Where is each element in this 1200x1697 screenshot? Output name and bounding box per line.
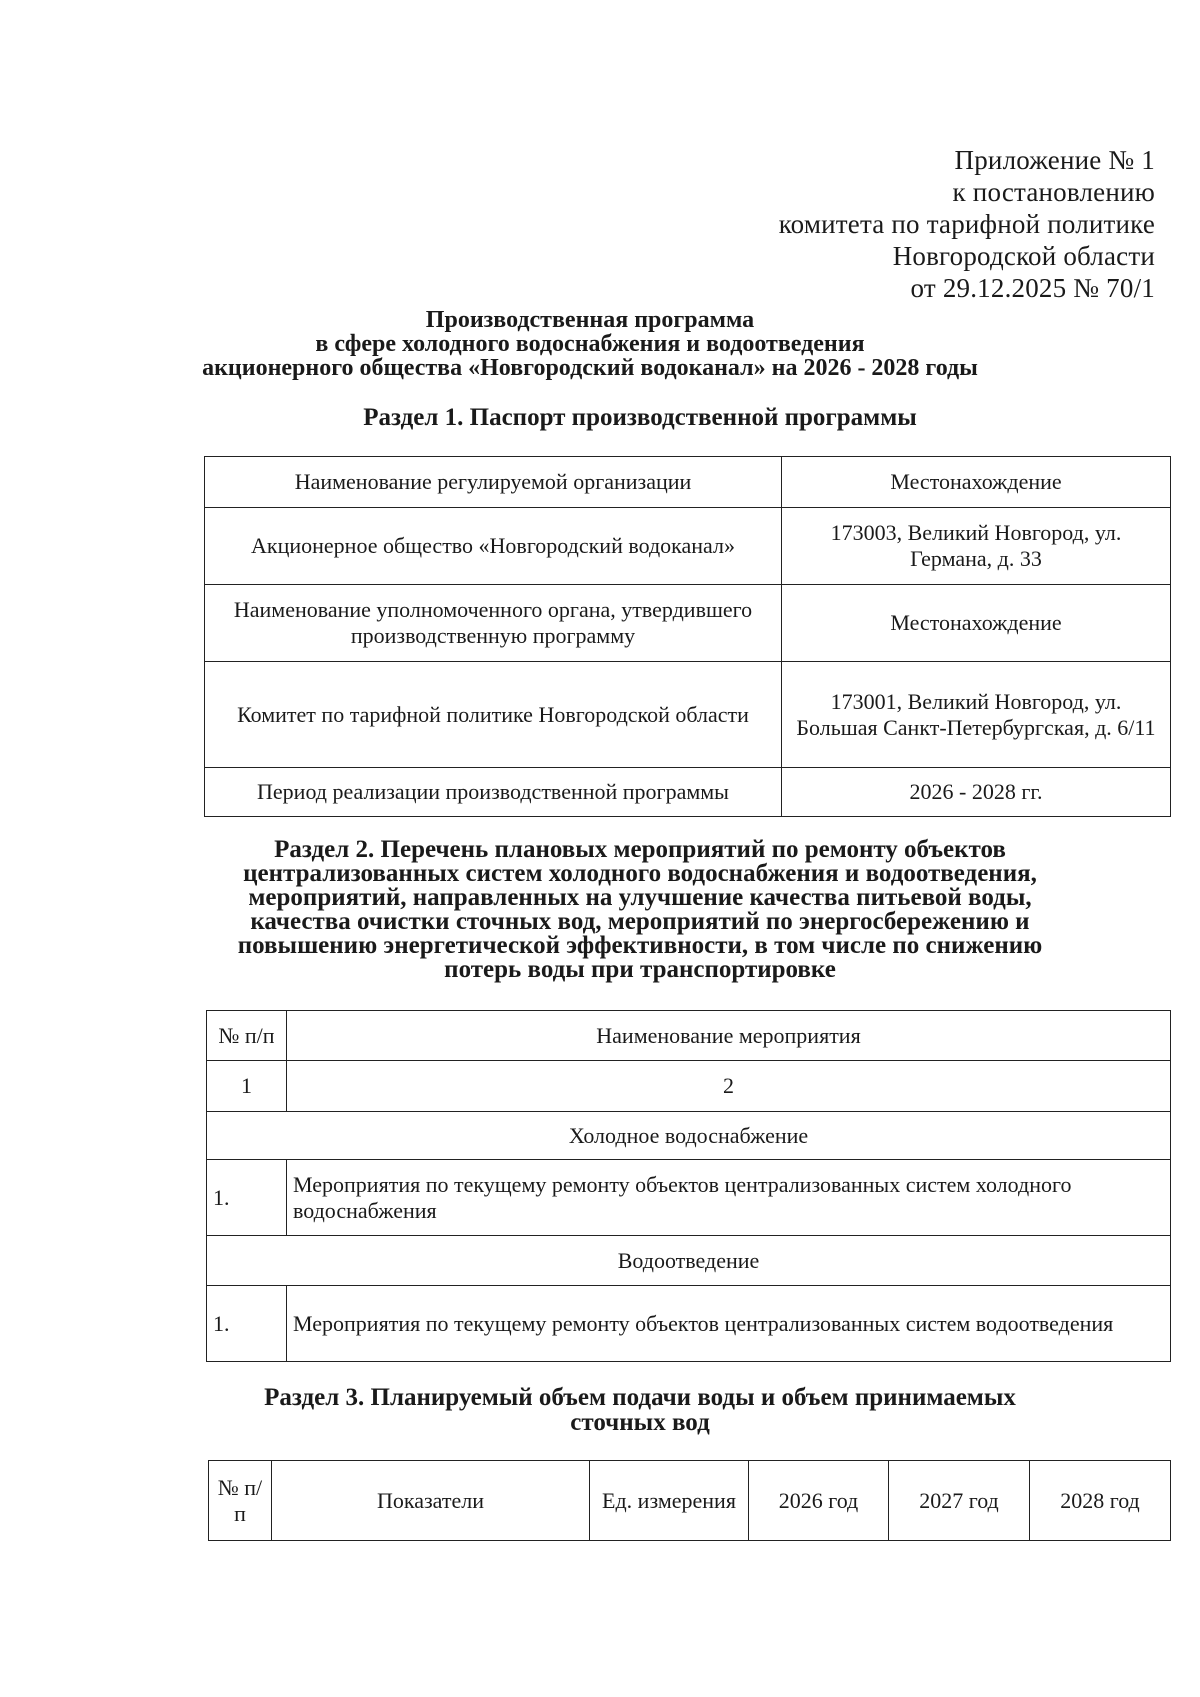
table-cell: 173001, Великий Новгород, ул. Большая Санкт-Петербургская, д. 6/11: [782, 662, 1171, 768]
annex-line: к постановлению: [952, 177, 1155, 207]
annex-line: Приложение № 1: [954, 145, 1155, 175]
table-header-row: [207, 1011, 1171, 1061]
table-row: [207, 1160, 1171, 1236]
table-row: [207, 1061, 1171, 1112]
table-cell: Наименование регулируемой организации: [205, 457, 782, 508]
heading-line: повышению энергетической эффективности, в том числе по снижению: [237, 932, 1043, 959]
table-cell: Наименование мероприятия: [287, 1011, 1171, 1061]
table-cell: Холодное водоснабжение: [207, 1112, 1171, 1160]
section1-heading: Раздел 1. Паспорт производственной программы: [363, 404, 917, 431]
table-row: [207, 1286, 1171, 1362]
passport-table: [204, 456, 1171, 817]
table-cell: 2027 год: [889, 1461, 1030, 1541]
title-line: акционерного общества «Новгородский водоканал» на 2026 - 2028 годы: [202, 355, 978, 381]
heading-line: мероприятий, направленных на улучшение качества питьевой воды,: [248, 884, 1032, 911]
section2-heading: [200, 838, 1080, 982]
annex-line: Новгородской области: [892, 241, 1155, 271]
heading-line: Раздел 2. Перечень плановых мероприятий по ремонту объектов: [274, 836, 1006, 863]
table-cell: Комитет по тарифной политике Новгородской области: [205, 662, 782, 768]
table-group-row: [207, 1236, 1171, 1286]
heading-line: централизованных систем холодного водоснабжения и водоотведения,: [243, 860, 1037, 887]
table-cell: № п/п: [209, 1461, 272, 1541]
table-cell: Местонахождение: [782, 457, 1171, 508]
table-header-row: [209, 1461, 1171, 1541]
table-cell: № п/п: [207, 1011, 287, 1061]
table-cell: Период реализации производственной программы: [205, 768, 782, 817]
table-cell: 2028 год: [1030, 1461, 1171, 1541]
table-cell: 1.: [207, 1286, 287, 1362]
table-cell: 2026 год: [749, 1461, 889, 1541]
title-line: Производственная программа: [425, 307, 755, 333]
table-cell: Ед. измерения: [590, 1461, 749, 1541]
table-row: [205, 508, 1171, 585]
table-row: [205, 768, 1171, 817]
annex-line: от 29.12.2025 № 70/1: [910, 273, 1155, 303]
volume-table: [208, 1460, 1171, 1541]
heading-line: Раздел 3. Планируемый объем подачи воды и объем принимаемых: [264, 1384, 1016, 1411]
table-cell: Показатели: [272, 1461, 590, 1541]
table-row: [205, 585, 1171, 662]
table-cell: 2026 - 2028 гг.: [782, 768, 1171, 817]
annex-block: [555, 144, 1155, 304]
document-title: [120, 308, 1060, 380]
table-cell: 2: [287, 1061, 1171, 1112]
measures-table: [206, 1010, 1171, 1362]
table-cell: 173003, Великий Новгород, ул. Германа, д. 33: [782, 508, 1171, 585]
table-row: [205, 457, 1171, 508]
table-group-row: [207, 1112, 1171, 1160]
section3-heading: [200, 1385, 1080, 1435]
table-cell: Мероприятия по текущему ремонту объектов централизованных систем водоотведения: [287, 1286, 1171, 1362]
table-cell: Водоотведение: [207, 1236, 1171, 1286]
table-row: [205, 662, 1171, 768]
table-cell: Наименование уполномоченного органа, утвердившего производственную программу: [205, 585, 782, 662]
title-line: в сфере холодного водоснабжения и водоотведения: [315, 331, 865, 357]
annex-line: комитета по тарифной политике: [778, 209, 1155, 239]
heading-line: сточных вод: [570, 1409, 710, 1436]
table-cell: Мероприятия по текущему ремонту объектов централизованных систем холодного водоснабжения: [287, 1160, 1171, 1236]
table-cell: Местонахождение: [782, 585, 1171, 662]
table-cell: 1.: [207, 1160, 287, 1236]
table-cell: Акционерное общество «Новгородский водоканал»: [205, 508, 782, 585]
heading-line: потерь воды при транспортировке: [444, 956, 836, 983]
heading-line: качества очистки сточных вод, мероприятий по энергосбережению и: [250, 908, 1030, 935]
table-cell: 1: [207, 1061, 287, 1112]
